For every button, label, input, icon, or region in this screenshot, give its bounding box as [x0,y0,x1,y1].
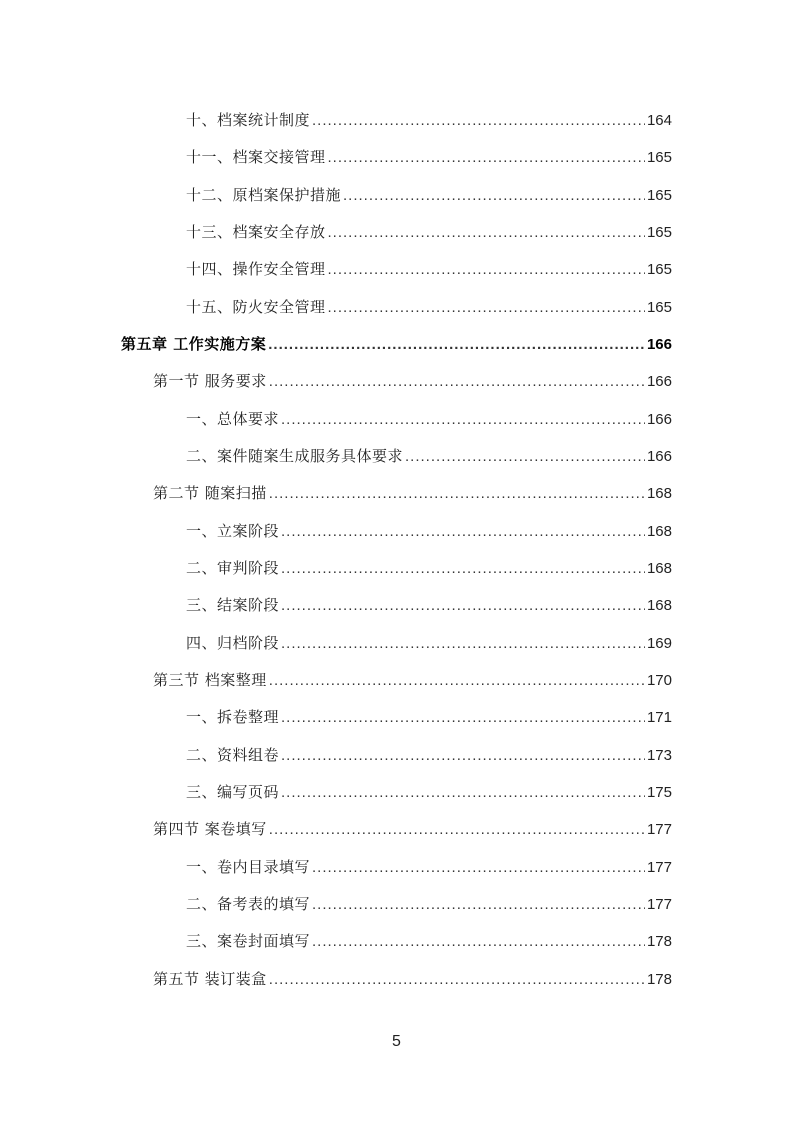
toc-entry-label: 第三节 档案整理 [153,671,267,689]
toc-section-entry[interactable] [153,819,672,840]
toc-entry-page: 178 [646,933,672,950]
toc-chapter-entry[interactable] [121,334,672,355]
toc-entry[interactable] [186,931,672,952]
toc-entry-page: 164 [646,112,672,129]
toc-entry-page: 166 [646,336,672,353]
toc-entry-label: 三、案卷封面填写 [186,932,311,950]
toc-entry[interactable] [186,446,672,467]
dot-leader [312,858,645,878]
toc-entry-label: 第五章 工作实施方案 [121,335,267,353]
dot-leader [328,260,645,280]
dot-leader [269,484,645,504]
toc-entry-page: 170 [646,672,672,689]
toc-entry[interactable] [186,782,672,803]
toc-entry-page: 165 [646,224,672,241]
toc-section-entry[interactable] [153,371,672,392]
toc-entry-page: 177 [646,859,672,876]
dot-leader [281,634,645,654]
dot-leader [269,372,645,392]
toc-entry-label: 第一节 服务要求 [153,372,267,390]
toc-entry-label: 四、归档阶段 [186,634,280,652]
toc-entry-label: 十四、操作安全管理 [186,260,326,278]
toc-entry-label: 第四节 案卷填写 [153,820,267,838]
dot-leader [281,522,645,542]
toc-entry-page: 177 [646,896,672,913]
toc-entry-page: 173 [646,747,672,764]
toc-entry-page: 168 [646,523,672,540]
toc-entry-label: 十三、档案安全存放 [186,223,326,241]
toc-entry[interactable] [186,259,672,280]
toc-entry-page: 168 [646,485,672,502]
toc-entry-page: 171 [646,709,672,726]
toc-entry-page: 168 [646,560,672,577]
dot-leader [269,671,645,691]
dot-leader [269,820,645,840]
toc-entry-label: 十五、防火安全管理 [186,298,326,316]
toc-section-entry[interactable] [153,670,672,691]
toc-entry-page: 168 [646,597,672,614]
toc-entry[interactable] [186,297,672,318]
toc-entry-label: 一、总体要求 [186,410,280,428]
dot-leader [328,298,645,318]
toc-entry[interactable] [186,185,672,206]
toc-entry-page: 165 [646,149,672,166]
dot-leader [281,596,645,616]
toc-entry-label: 一、立案阶段 [186,522,280,540]
toc-entry-label: 第二节 随案扫描 [153,484,267,502]
toc-entry[interactable] [186,558,672,579]
toc-section-entry[interactable] [153,969,672,990]
toc-entry[interactable] [186,595,672,616]
toc-entry[interactable] [186,707,672,728]
page-number: 5 [392,1033,401,1050]
toc-entry-label: 二、审判阶段 [186,559,280,577]
toc-entry-page: 166 [646,411,672,428]
toc-entry-page: 178 [646,971,672,988]
toc-entry-label: 一、卷内目录填写 [186,858,311,876]
toc-entry-label: 三、结案阶段 [186,596,280,614]
toc-entry-page: 177 [646,821,672,838]
dot-leader [328,148,645,168]
toc-entry-label: 十二、原档案保护措施 [186,186,342,204]
dot-leader [269,970,645,990]
toc-entry-label: 二、资料组卷 [186,746,280,764]
toc-entry[interactable] [186,409,672,430]
toc-entry-label: 十一、档案交接管理 [186,148,326,166]
dot-leader [312,895,645,915]
toc-entry-label: 第五节 装订装盒 [153,970,267,988]
toc-entry-page: 166 [646,448,672,465]
dot-leader [312,111,645,131]
toc-entry-page: 165 [646,261,672,278]
toc-entry[interactable] [186,745,672,766]
toc-entry-label: 十、档案统计制度 [186,111,311,129]
toc-entry[interactable] [186,222,672,243]
toc-entry[interactable] [186,857,672,878]
dot-leader [281,783,645,803]
toc-entry-page: 165 [646,299,672,316]
dot-leader [312,932,645,952]
toc-entry-label: 二、案件随案生成服务具体要求 [186,447,404,465]
dot-leader [281,559,645,579]
toc-entry[interactable] [186,110,672,131]
dot-leader [281,410,645,430]
toc-section-entry[interactable] [153,483,672,504]
toc-entry-label: 一、拆卷整理 [186,708,280,726]
toc-entry-label: 二、备考表的填写 [186,895,311,913]
toc-entry-page: 165 [646,187,672,204]
toc-entry[interactable] [186,894,672,915]
dot-leader [268,335,645,355]
dot-leader [343,186,645,206]
toc-entry[interactable] [186,147,672,168]
dot-leader [281,746,645,766]
toc-entry-page: 175 [646,784,672,801]
toc-entry[interactable] [186,633,672,654]
toc-entry[interactable] [186,521,672,542]
dot-leader [405,447,645,467]
toc-entry-page: 166 [646,373,672,390]
toc-entry-page: 169 [646,635,672,652]
dot-leader [328,223,645,243]
toc-entry-label: 三、编写页码 [186,783,280,801]
dot-leader [281,708,645,728]
